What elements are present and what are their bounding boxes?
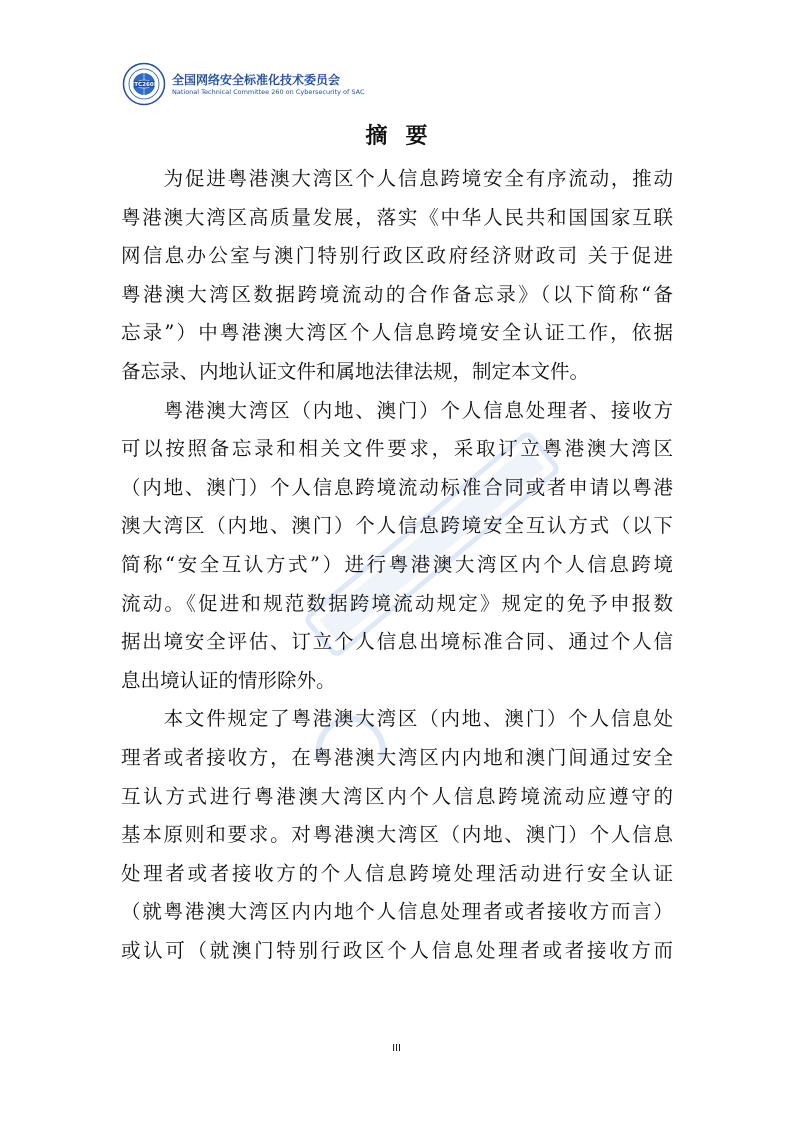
text-line: 处理者或者接收方的个人信息跨境处理活动进行安全认证 xyxy=(121,861,673,885)
text-line: 本文件规定了粤港澳大湾区（内地、澳门）个人信息处 xyxy=(121,707,673,731)
org-name-block xyxy=(172,72,365,97)
tc260-logo-icon xyxy=(122,62,166,106)
text-line: 粤港澳大湾区（内地、澳门）个人信息处理者、接收方 xyxy=(121,398,673,422)
text-line: 流动。《促进和规范数据跨境流动规定》规定的免予申报数 xyxy=(121,591,673,615)
org-name-cn: 全国网络安全标准化技术委员会 xyxy=(172,72,341,87)
text-line: 互认方式进行粤港澳大湾区内个人信息跨境流动应遵守的 xyxy=(121,784,673,808)
text-line: 可以按照备忘录和相关文件要求，采取订立粤港澳大湾区 xyxy=(121,437,673,461)
header xyxy=(122,54,365,114)
text-line: 粤港澳大湾区数据跨境流动的合作备忘录》（以下简称“备 xyxy=(121,282,673,306)
text-line: 为促进粤港澳大湾区个人信息跨境安全有序流动，推动 xyxy=(121,167,673,190)
text-line: 粤港澳大湾区高质量发展，落实《中华人民共和国国家互联 xyxy=(121,205,673,229)
text-line: 网信息办公室与澳门特别行政区政府经济财政司 关于促进 xyxy=(121,244,673,268)
text-line: 澳大湾区（内地、澳门）个人信息跨境安全互认方式（以下 xyxy=(121,514,673,538)
text-line: 息出境认证的情形除外。 xyxy=(121,668,336,692)
text-line: （就粤港澳大湾区内内地个人信息处理者或者接收方而言） xyxy=(121,900,673,924)
text-line: 基本原则和要求。对粤港澳大湾区（内地、澳门）个人信息 xyxy=(121,823,673,847)
abstract-body xyxy=(121,160,673,970)
logo-text: TC260 xyxy=(134,82,154,88)
text-line: （内地、澳门）个人信息跨境流动标准合同或者申请以粤港 xyxy=(121,475,673,499)
page-number: III xyxy=(392,1043,401,1054)
text-line: 备忘录、内地认证文件和属地法律法规，制定本文件。 xyxy=(121,359,590,383)
text-line: 理者或者接收方，在粤港澳大湾区内内地和澳门间通过安全 xyxy=(121,745,673,769)
text-line: 简称“安全互认方式”）进行粤港澳大湾区内个人信息跨境 xyxy=(121,552,673,576)
text-line: 忘录”）中粤港澳大湾区个人信息跨境安全认证工作，依据 xyxy=(121,321,673,345)
org-name-en: National Technical Committee 260 on Cybersecurity of SAC xyxy=(172,87,365,96)
text-line: 据出境安全评估、订立个人信息出境标准合同、通过个人信 xyxy=(121,630,673,654)
text-line: 或认可（就澳门特别行政区个人信息处理者或者接收方而 xyxy=(121,938,673,962)
page-title: 摘要 xyxy=(365,124,446,149)
